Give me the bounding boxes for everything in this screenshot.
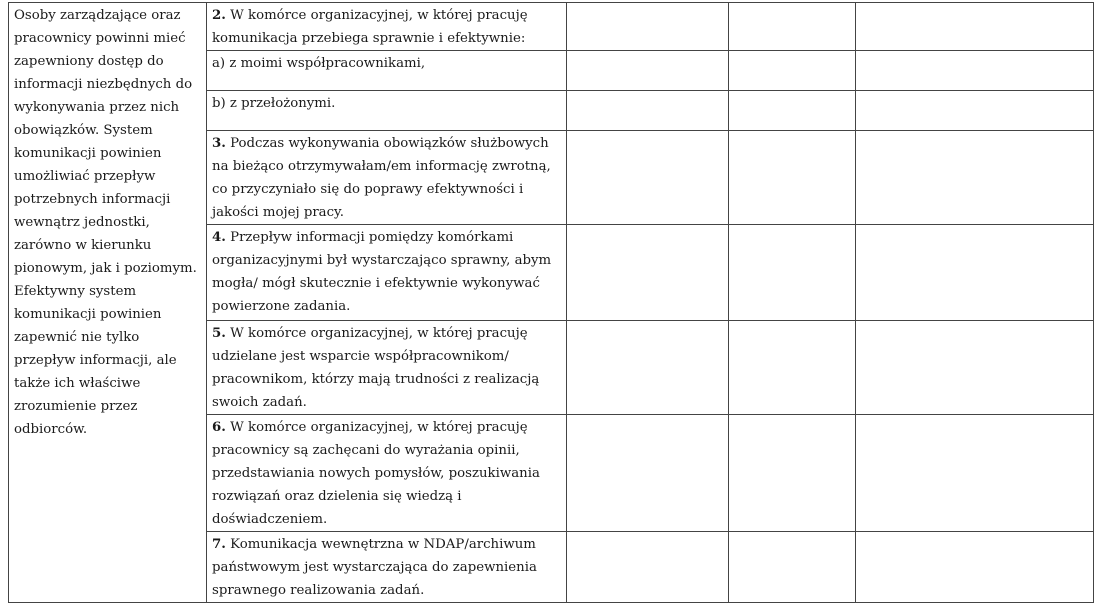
comment-cell[interactable] <box>856 532 1094 603</box>
question-text <box>207 51 567 91</box>
answer-cell[interactable] <box>567 532 729 603</box>
answer-cell[interactable] <box>729 532 856 603</box>
comment-cell[interactable] <box>856 131 1094 225</box>
question-number: 6. <box>212 420 226 435</box>
question-body: Podczas wykonywania obowiązków służbowych na bieżąco otrzymywałam/em informację zwrotną, co przyczyniało się do poprawy efektywności i jakości mojej pracy. <box>212 136 551 220</box>
question-text <box>207 415 567 532</box>
question-text <box>207 532 567 603</box>
question-number: 5. <box>212 326 226 341</box>
answer-cell[interactable] <box>567 51 729 91</box>
question-number: 3. <box>212 136 226 151</box>
comment-cell[interactable] <box>856 51 1094 91</box>
answer-cell[interactable] <box>567 321 729 415</box>
question-text <box>207 91 567 131</box>
question-body: Przepływ informacji pomiędzy komórkami organizacyjnymi był wystarczająco sprawny, abym mogła/ mógł skutecznie i efektywnie wykonywać powierzone zadania. <box>212 230 552 314</box>
question-number: 4. <box>212 230 226 245</box>
question-row <box>9 3 1094 51</box>
question-text <box>207 225 567 321</box>
answer-cell[interactable] <box>729 225 856 321</box>
question-text <box>207 3 567 51</box>
question-body: b) z przełożonymi. <box>212 96 336 111</box>
answer-cell[interactable] <box>729 131 856 225</box>
survey-table <box>8 2 1094 603</box>
comment-cell[interactable] <box>856 321 1094 415</box>
comment-cell[interactable] <box>856 3 1094 51</box>
question-number: 7. <box>212 537 226 552</box>
question-body: W komórce organizacyjnej, w której pracuję pracownicy są zachęcani do wyrażania opinii, przedstawiania nowych pomysłów, poszukiwania rozwiązań oraz dzielenia się wiedzą i doświadczeniem. <box>212 420 540 527</box>
answer-cell[interactable] <box>567 91 729 131</box>
answer-cell[interactable] <box>567 131 729 225</box>
question-text <box>207 131 567 225</box>
question-text <box>207 321 567 415</box>
answer-cell[interactable] <box>729 51 856 91</box>
question-body: a) z moimi współpracownikami, <box>212 56 426 71</box>
question-body: Komunikacja wewnętrzna w NDAP/archiwum państwowym jest wystarczająca do zapewnienia sprawnego realizowania zadań. <box>212 537 537 598</box>
answer-cell[interactable] <box>729 91 856 131</box>
comment-cell[interactable] <box>856 91 1094 131</box>
answer-cell[interactable] <box>567 225 729 321</box>
answer-cell[interactable] <box>567 3 729 51</box>
answer-cell[interactable] <box>729 3 856 51</box>
comment-cell[interactable] <box>856 415 1094 532</box>
answer-cell[interactable] <box>567 415 729 532</box>
comment-cell[interactable] <box>856 225 1094 321</box>
question-number: 2. <box>212 8 226 23</box>
answer-cell[interactable] <box>729 321 856 415</box>
question-body: W komórce organizacyjnej, w której pracuję komunikacja przebiega sprawnie i efektywnie: <box>212 8 528 46</box>
section-description: Osoby zarządzające oraz pracownicy powinni mieć zapewniony dostęp do informacji niezbędnych do wykonywania przez nich obowiązków. System komunikacji powinien umożliwiać przepływ potrzebnych informacji wewnątrz jednostki, zarówno w kierunku pionowym, jak i poziomym. Efektywny system komunikacji powinien zapewnić nie tylko przepływ informacji, ale także ich właściwe zrozumienie przez odbiorców. <box>9 3 207 603</box>
question-body: W komórce organizacyjnej, w której pracuję udzielane jest wsparcie współpracownikom/ pracownikom, którzy mają trudności z realizacją swoich zadań. <box>212 326 540 410</box>
answer-cell[interactable] <box>729 415 856 532</box>
